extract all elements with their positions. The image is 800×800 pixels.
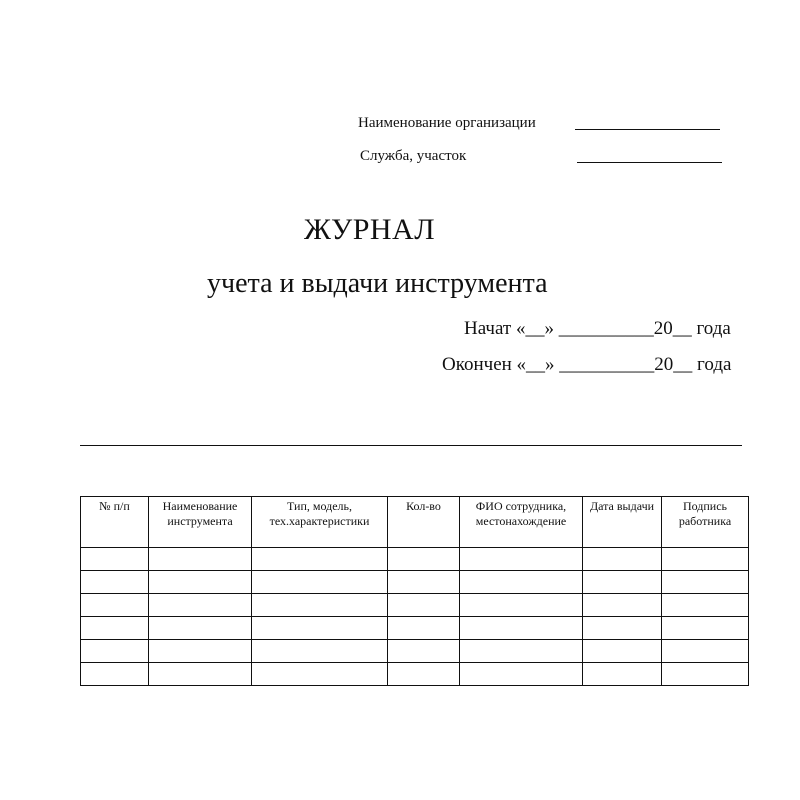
table-cell[interactable] xyxy=(662,594,749,617)
table-cell[interactable] xyxy=(388,640,460,663)
table-cell[interactable] xyxy=(81,663,149,686)
table-cell[interactable] xyxy=(149,617,252,640)
table-cell[interactable] xyxy=(81,617,149,640)
table-row xyxy=(81,548,749,571)
table-cell[interactable] xyxy=(252,571,388,594)
table-cell[interactable] xyxy=(388,663,460,686)
organization-label: Наименование организации xyxy=(358,115,536,131)
table-cell[interactable] xyxy=(662,663,749,686)
column-header-issue-date: Дата выдачи xyxy=(583,497,662,548)
table-cell[interactable] xyxy=(81,571,149,594)
table-cell[interactable] xyxy=(388,617,460,640)
document-subtitle: учета и выдачи инструмента xyxy=(207,268,548,299)
table-cell[interactable] xyxy=(662,617,749,640)
table-cell[interactable] xyxy=(583,594,662,617)
table-cell[interactable] xyxy=(460,548,583,571)
table-row xyxy=(81,617,749,640)
table-cell[interactable] xyxy=(81,640,149,663)
department-field[interactable] xyxy=(577,162,722,163)
date-finished: Окончен «__» __________20__ года xyxy=(442,354,732,375)
table-cell[interactable] xyxy=(460,617,583,640)
table-cell[interactable] xyxy=(662,548,749,571)
document-title: ЖУРНАЛ xyxy=(304,213,436,246)
table-cell[interactable] xyxy=(388,548,460,571)
divider-line xyxy=(80,445,742,446)
date-started: Начат «__» __________20__ года xyxy=(464,318,731,339)
table-cell[interactable] xyxy=(252,663,388,686)
table-cell[interactable] xyxy=(662,640,749,663)
table-cell[interactable] xyxy=(388,571,460,594)
table-row xyxy=(81,571,749,594)
table-cell[interactable] xyxy=(388,594,460,617)
table-row xyxy=(81,663,749,686)
table-cell[interactable] xyxy=(149,571,252,594)
table-row xyxy=(81,640,749,663)
table-cell[interactable] xyxy=(460,663,583,686)
table-row xyxy=(81,594,749,617)
column-header-type-model: Тип, модель, тех.характеристики xyxy=(252,497,388,548)
table-cell[interactable] xyxy=(252,594,388,617)
table-cell[interactable] xyxy=(460,594,583,617)
column-header-quantity: Кол-во xyxy=(388,497,460,548)
column-header-tool-name: Наименование инструмента xyxy=(149,497,252,548)
table-cell[interactable] xyxy=(149,594,252,617)
department-label: Служба, участок xyxy=(360,148,467,164)
column-header-number: № п/п xyxy=(81,497,149,548)
journal-table xyxy=(80,496,749,686)
table-cell[interactable] xyxy=(252,548,388,571)
table-cell[interactable] xyxy=(583,663,662,686)
organization-field[interactable] xyxy=(575,129,720,130)
table-header-row xyxy=(81,497,749,548)
table-cell[interactable] xyxy=(460,571,583,594)
table-cell[interactable] xyxy=(252,617,388,640)
table-cell[interactable] xyxy=(81,594,149,617)
table-cell[interactable] xyxy=(81,548,149,571)
column-header-signature: Подпись работника xyxy=(662,497,749,548)
table-cell[interactable] xyxy=(583,571,662,594)
table-cell[interactable] xyxy=(583,617,662,640)
table-cell[interactable] xyxy=(149,640,252,663)
column-header-employee: ФИО сотрудника, местонахождение xyxy=(460,497,583,548)
table-cell[interactable] xyxy=(149,548,252,571)
table-cell[interactable] xyxy=(149,663,252,686)
table-cell[interactable] xyxy=(460,640,583,663)
table-cell[interactable] xyxy=(252,640,388,663)
table-cell[interactable] xyxy=(662,571,749,594)
table-cell[interactable] xyxy=(583,640,662,663)
table-cell[interactable] xyxy=(583,548,662,571)
